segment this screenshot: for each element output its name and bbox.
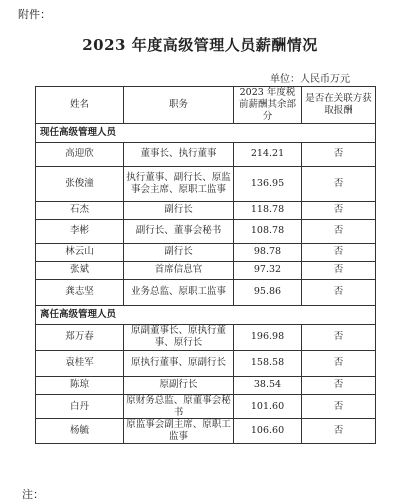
section-row bbox=[36, 305, 376, 324]
cell-related: 否 bbox=[302, 243, 376, 261]
cell-pay: 101.60 bbox=[234, 394, 302, 419]
cell-pay: 118.78 bbox=[234, 201, 302, 219]
header-name: 姓名 bbox=[36, 87, 124, 124]
cell-name: 袁桂军 bbox=[36, 350, 124, 376]
cell-name: 陈琼 bbox=[36, 376, 124, 394]
table-row bbox=[36, 142, 376, 166]
cell-related: 否 bbox=[302, 201, 376, 219]
cell-position: 业务总监、原职工监事 bbox=[124, 279, 234, 305]
cell-name: 石杰 bbox=[36, 201, 124, 219]
table-row bbox=[36, 394, 376, 419]
cell-name: 张斌 bbox=[36, 261, 124, 279]
cell-related: 否 bbox=[302, 376, 376, 394]
cell-related: 否 bbox=[302, 261, 376, 279]
cell-pay: 214.21 bbox=[234, 142, 302, 166]
table-row bbox=[36, 419, 376, 444]
cell-pay: 38.54 bbox=[234, 376, 302, 394]
cell-related: 否 bbox=[302, 350, 376, 376]
cell-name: 郑万春 bbox=[36, 324, 124, 350]
cell-name: 张俊潼 bbox=[36, 166, 124, 201]
page-title: 2023 年度高级管理人员薪酬情况 bbox=[82, 36, 318, 54]
table-row bbox=[36, 243, 376, 261]
cell-related: 否 bbox=[302, 394, 376, 419]
header-position: 职务 bbox=[124, 87, 234, 124]
cell-position: 副行长 bbox=[124, 201, 234, 219]
cell-pay: 136.95 bbox=[234, 166, 302, 201]
cell-name: 李彬 bbox=[36, 219, 124, 243]
table-row bbox=[36, 201, 376, 219]
cell-pay: 106.60 bbox=[234, 419, 302, 444]
cell-name: 白丹 bbox=[36, 394, 124, 419]
compensation-table bbox=[35, 86, 376, 444]
cell-pay: 97.32 bbox=[234, 261, 302, 279]
cell-name: 林云山 bbox=[36, 243, 124, 261]
attachment-label: 附件： bbox=[18, 8, 51, 21]
table-row bbox=[36, 350, 376, 376]
cell-pay: 98.78 bbox=[234, 243, 302, 261]
cell-name: 杨毓 bbox=[36, 419, 124, 444]
cell-related: 否 bbox=[302, 419, 376, 444]
cell-pay: 108.78 bbox=[234, 219, 302, 243]
table-row bbox=[36, 279, 376, 305]
section-row bbox=[36, 123, 376, 142]
cell-position: 原副董事长、原执行董事、原行长 bbox=[124, 324, 234, 350]
cell-name: 高迎欣 bbox=[36, 142, 124, 166]
table-row bbox=[36, 376, 376, 394]
cell-position: 原执行董事、原副行长 bbox=[124, 350, 234, 376]
table-row bbox=[36, 166, 376, 201]
table-row bbox=[36, 219, 376, 243]
cell-position: 执行董事、副行长、原监事会主席、原职工监事 bbox=[124, 166, 234, 201]
table-row bbox=[36, 261, 376, 279]
cell-position: 副行长 bbox=[124, 243, 234, 261]
cell-related: 否 bbox=[302, 219, 376, 243]
cell-pay: 196.98 bbox=[234, 324, 302, 350]
cell-related: 否 bbox=[302, 279, 376, 305]
section-title: 现任高级管理人员 bbox=[36, 123, 376, 142]
cell-position: 原监事会副主席、原职工监事 bbox=[124, 419, 234, 444]
cell-related: 否 bbox=[302, 166, 376, 201]
table-row bbox=[36, 324, 376, 350]
note-label: 注： bbox=[22, 488, 44, 501]
cell-position: 副行长、董事会秘书 bbox=[124, 219, 234, 243]
cell-position: 原财务总监、原董事会秘书 bbox=[124, 394, 234, 419]
cell-related: 否 bbox=[302, 142, 376, 166]
unit-label: 单位：人民币万元 bbox=[270, 74, 350, 85]
cell-pay: 95.86 bbox=[234, 279, 302, 305]
cell-name: 龚志坚 bbox=[36, 279, 124, 305]
header-related: 是否在关联方获取报酬 bbox=[302, 87, 376, 124]
cell-position: 董事长、执行董事 bbox=[124, 142, 234, 166]
cell-pay: 158.58 bbox=[234, 350, 302, 376]
table-header-row bbox=[36, 87, 376, 124]
cell-position: 首席信息官 bbox=[124, 261, 234, 279]
cell-position: 原副行长 bbox=[124, 376, 234, 394]
table-body bbox=[36, 123, 376, 444]
header-pay: 2023 年度税前薪酬其余部分 bbox=[234, 87, 302, 124]
cell-related: 否 bbox=[302, 324, 376, 350]
section-title: 离任高级管理人员 bbox=[36, 305, 376, 324]
